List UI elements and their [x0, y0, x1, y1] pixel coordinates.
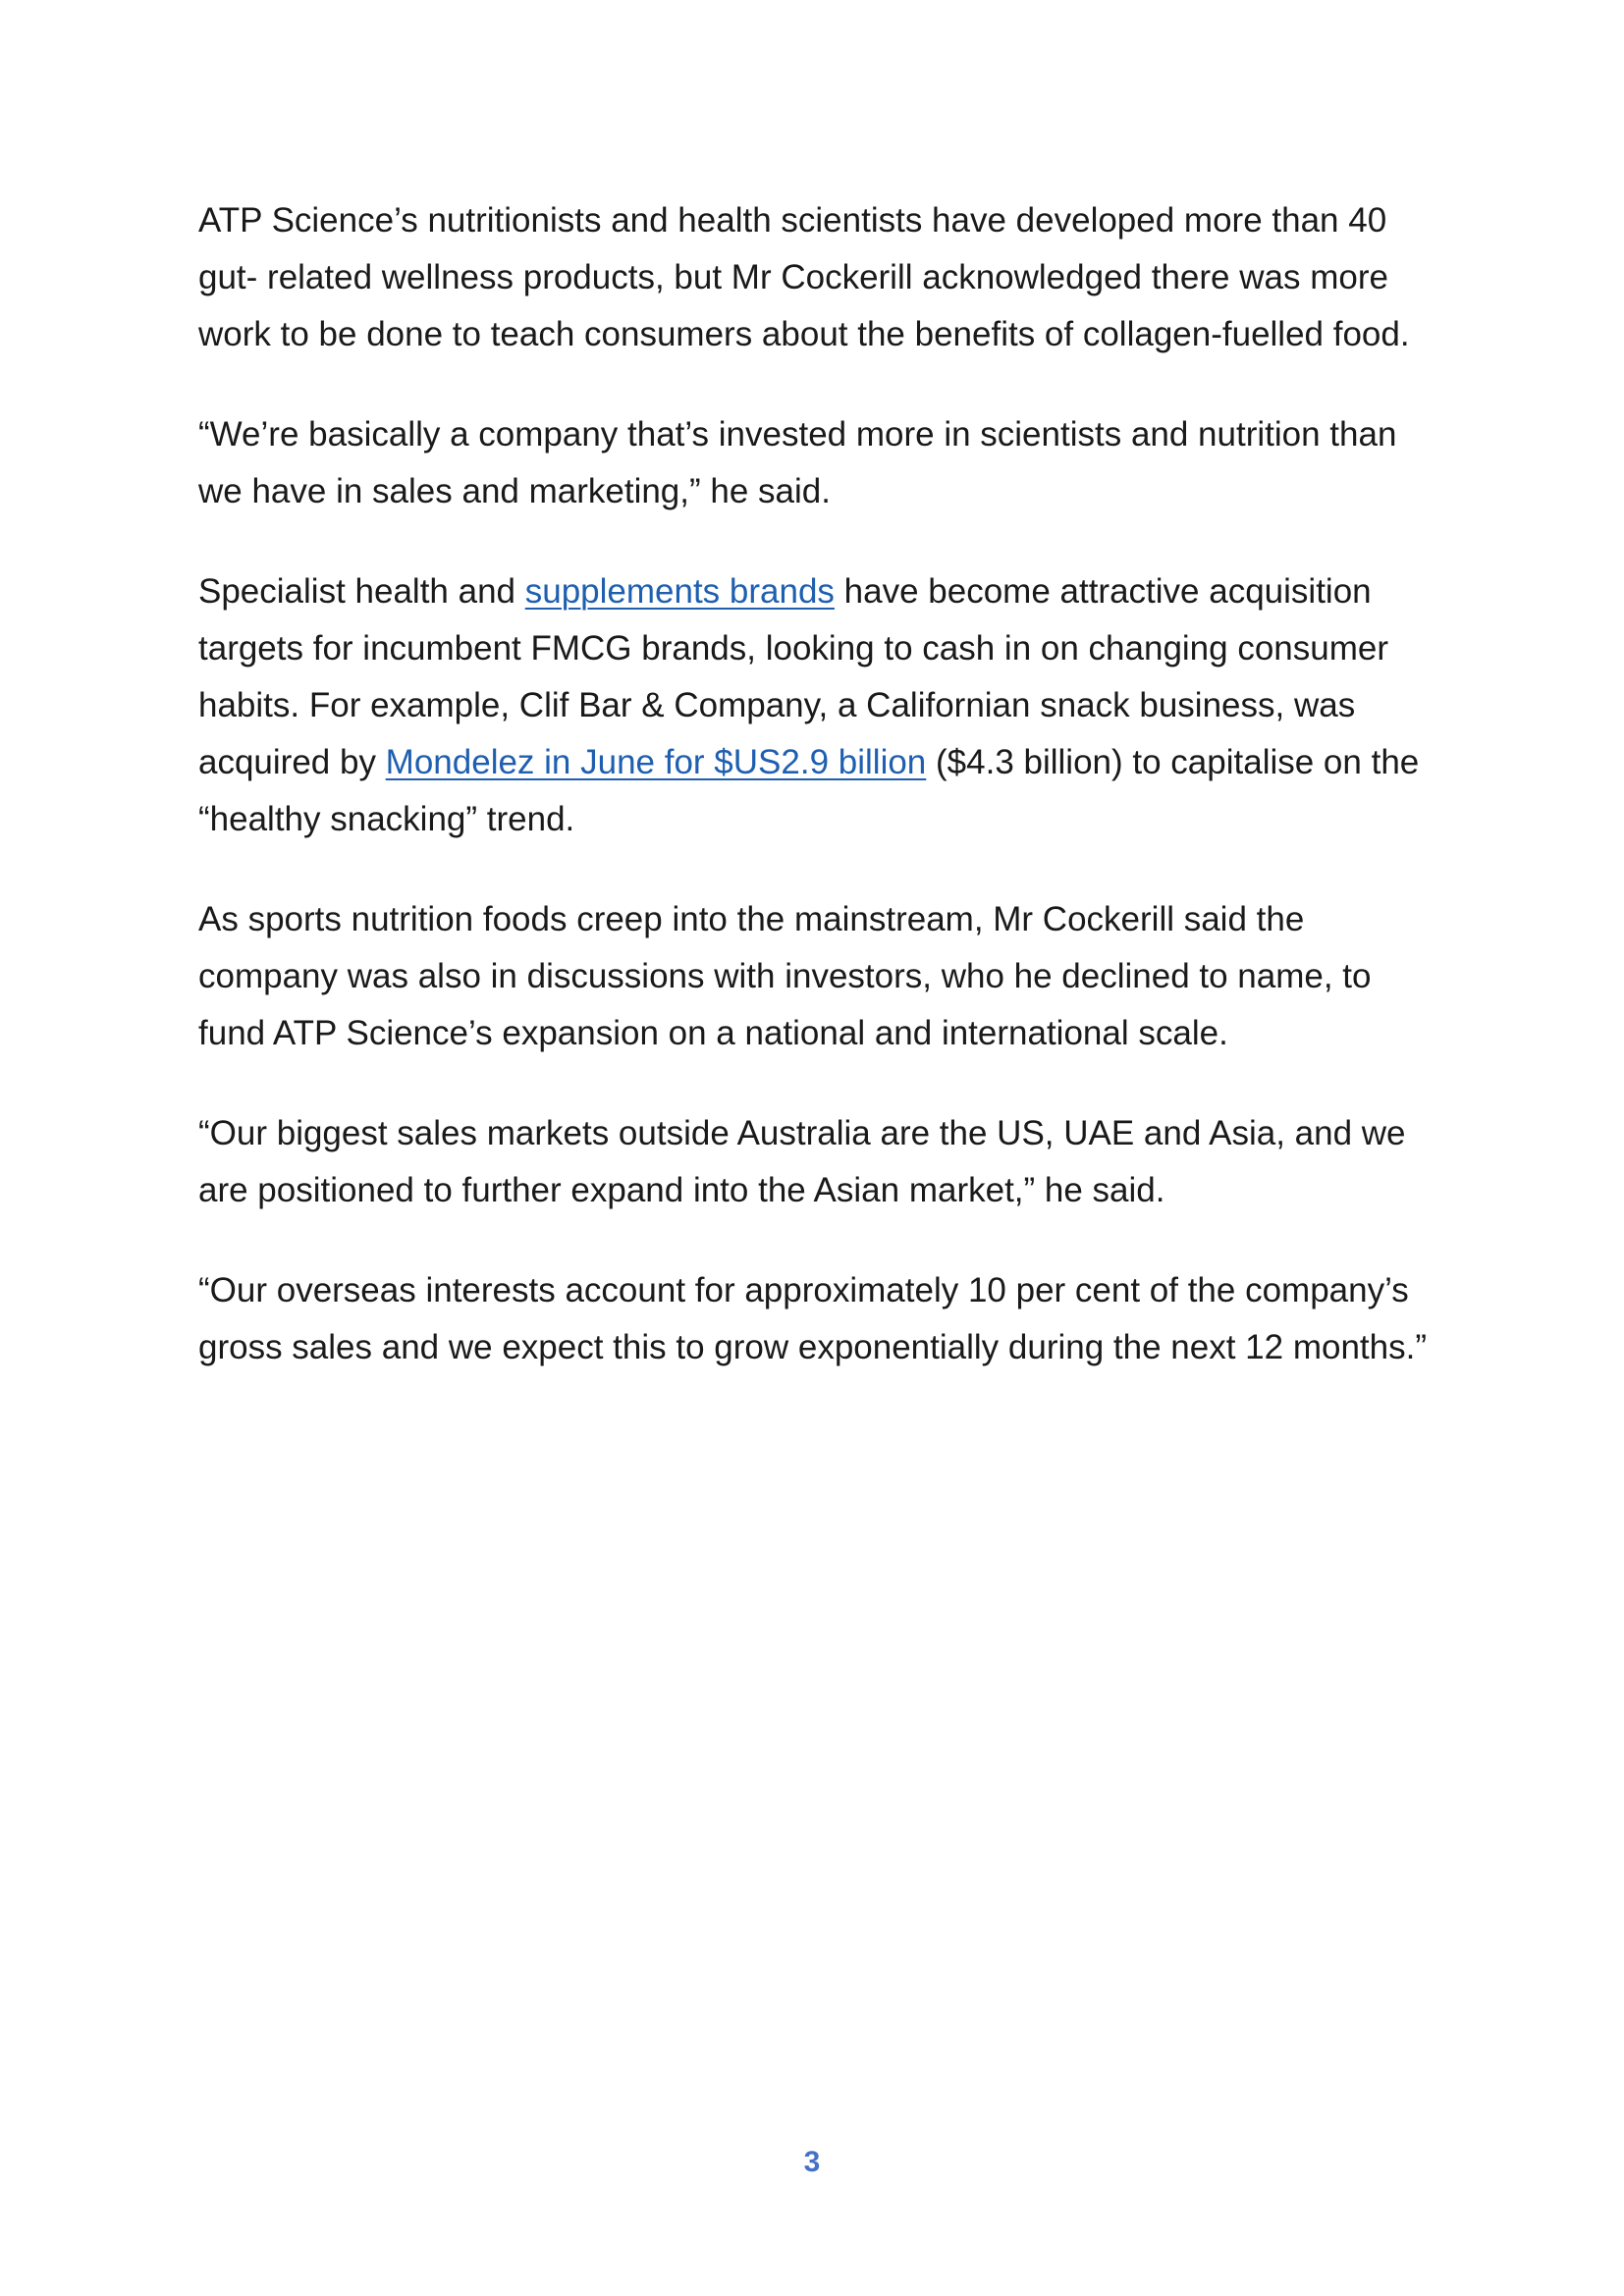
paragraph-3-text-start: Specialist health and — [198, 572, 525, 611]
paragraph-3 — [198, 563, 1435, 848]
paragraph-4: As sports nutrition foods creep into the mainstream, Mr Cockerill said the company was also in discussions with investors, who he declined to name, to fund ATP Science’s expansion on a national and international scale. — [198, 900, 1372, 1052]
mondelez-acquisition-link[interactable]: Mondelez in June for $US2.9 billion — [385, 743, 927, 781]
page-number: 3 — [803, 2146, 821, 2178]
paragraph-2: “We’re basically a company that’s invested more in scientists and nutrition than we have in sales and marketing,” he said. — [198, 415, 1397, 510]
paragraph-3-text-end: ($4.3 billion) to capitalise on the “healthy snacking” trend. — [198, 743, 1420, 838]
paragraph-1: ATP Science’s nutritionists and health scientists have developed more than 40 gut- related wellness products, but Mr Cockerill acknowledged there was more work to be done to teach consumers about the benefits of collagen-fuelled food. — [198, 201, 1410, 353]
document-body — [198, 192, 1435, 1419]
paragraph-5: “Our biggest sales markets outside Australia are the US, UAE and Asia, and we are positioned to further expand into the Asian market,” he said. — [198, 1114, 1406, 1209]
supplements-brands-link[interactable]: supplements brands — [524, 572, 835, 611]
paragraph-6: “Our overseas interests account for approximately 10 per cent of the company’s gross sales and we expect this to grow exponentially during the next 12 months.” — [198, 1271, 1427, 1366]
paragraph-3-text-middle: have become attractive acquisition targets for incumbent FMCG brands, looking to cash in on changing consumer habits. For example, Clif Bar & Company, a Californian snack business, was acquired by — [198, 572, 1389, 781]
